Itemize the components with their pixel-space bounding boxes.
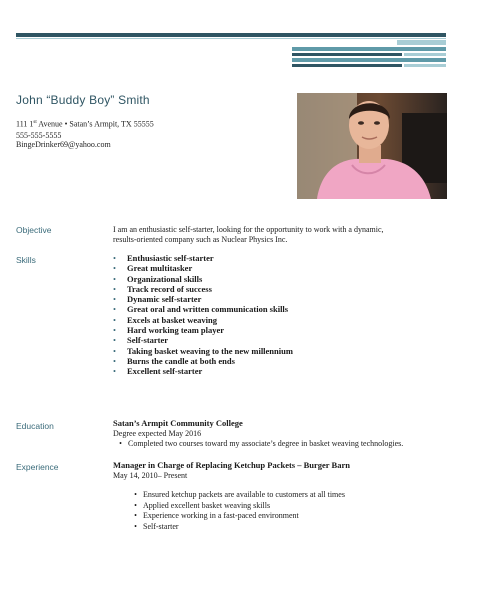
skills-list <box>113 253 293 377</box>
list-item: • Track record of success <box>113 283 212 294</box>
header-stripe-2 <box>292 53 402 56</box>
list-item: • Applied excellent basket weaving skills <box>134 500 271 510</box>
profile-photo <box>297 93 447 199</box>
list-item: • Enthusiastic self-starter <box>113 253 214 263</box>
header-block-light <box>397 40 446 45</box>
address-line: 111 1st Avenue • Satan’s Armpit, TX 55555 <box>16 119 154 129</box>
objective-line-1: I am an enthusiastic self-starter, looking for the opportunity to work with a dynamic, <box>113 225 384 234</box>
header-stripe-2b <box>404 53 446 56</box>
education-heading: Education <box>16 421 54 431</box>
list-item: • Self-starter <box>134 521 179 531</box>
education-bullets <box>113 439 403 450</box>
list-item: • Burns the candle at both ends <box>113 355 235 366</box>
experience-heading: Experience <box>16 462 59 472</box>
skills-heading: Skills <box>16 255 36 265</box>
experience-block <box>113 461 350 480</box>
list-item: • Hard working team player <box>113 325 225 336</box>
list-item: • Taking basket weaving to the new millennium <box>113 345 293 356</box>
job-title: Manager in Charge of Replacing Ketchup Packets – Burger Barn <box>113 460 350 470</box>
list-item: • Experience working in a fast-paced environment <box>134 511 299 520</box>
objective-heading: Objective <box>16 225 52 235</box>
list-item: • Completed two courses toward my associate’s degree in basket weaving technologies. <box>119 439 404 448</box>
job-dates: May 14, 2010– Present <box>113 470 188 480</box>
list-item: • Dynamic self-starter <box>113 294 202 305</box>
school-name: Satan’s Armpit Community College <box>113 418 243 428</box>
header-stripe-3 <box>292 58 446 62</box>
resume-name: John “Buddy Boy” Smith <box>16 93 150 107</box>
list-item: • Organizational skills <box>113 273 203 284</box>
header-stripe-4b <box>404 64 446 67</box>
phone-number: 555-555-5555 <box>16 130 62 140</box>
list-item: • Great multitasker <box>113 263 193 274</box>
experience-bullets <box>128 490 345 532</box>
list-item: • Excels at basket weaving <box>113 314 217 325</box>
education-block <box>113 419 243 438</box>
email-address: BingeDrinker69@yahoo.com <box>16 139 111 149</box>
list-item: • Self-starter <box>113 335 169 346</box>
contact-block <box>16 118 154 149</box>
list-item: • Excellent self-starter <box>113 366 203 377</box>
header-rule-light <box>16 38 446 39</box>
header-rule-dark <box>16 33 446 37</box>
list-item: • Ensured ketchup packets are available to customers at all times <box>134 490 345 499</box>
header-stripe-4 <box>292 64 402 67</box>
objective-text <box>113 225 384 244</box>
objective-line-2: results-oriented company such as Nuclear Physics Inc. <box>113 234 288 244</box>
list-item: • Great oral and written communication skills <box>113 304 289 315</box>
header-stripe-1 <box>292 47 446 51</box>
degree-line: Degree expected May 2016 <box>113 428 202 438</box>
